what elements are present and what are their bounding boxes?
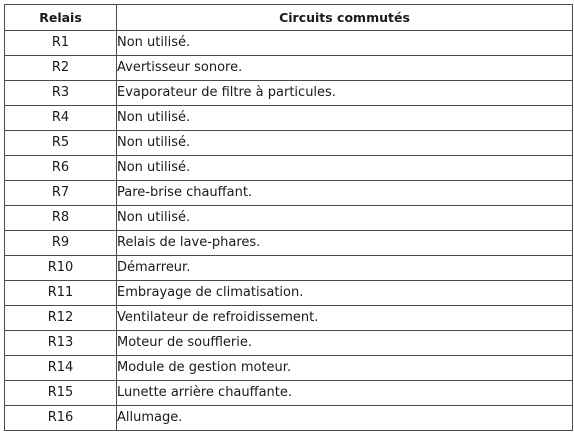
circuit-cell: Non utilisé. xyxy=(117,106,573,131)
table-row xyxy=(5,131,573,156)
circuit-cell: Non utilisé. xyxy=(117,156,573,181)
circuit-cell: Pare-brise chauffant. xyxy=(117,181,573,206)
circuit-cell: Démarreur. xyxy=(117,256,573,281)
table-row xyxy=(5,56,573,81)
relay-cell: R10 xyxy=(5,256,117,281)
table-header xyxy=(5,5,573,31)
relay-cell: R6 xyxy=(5,156,117,181)
relay-cell: R15 xyxy=(5,381,117,406)
table-row xyxy=(5,331,573,356)
header-relay: Relais xyxy=(5,5,117,31)
header-row xyxy=(5,5,573,31)
relay-cell: R4 xyxy=(5,106,117,131)
relay-cell: R12 xyxy=(5,306,117,331)
relay-cell: R7 xyxy=(5,181,117,206)
circuit-cell: Avertisseur sonore. xyxy=(117,56,573,81)
table-row xyxy=(5,106,573,131)
table-row xyxy=(5,306,573,331)
header-circuit: Circuits commutés xyxy=(117,5,573,31)
relay-cell: R14 xyxy=(5,356,117,381)
relay-cell: R11 xyxy=(5,281,117,306)
circuit-cell: Non utilisé. xyxy=(117,131,573,156)
table-row xyxy=(5,181,573,206)
table-row xyxy=(5,31,573,56)
circuit-cell: Non utilisé. xyxy=(117,31,573,56)
table-row xyxy=(5,406,573,431)
relay-cell: R5 xyxy=(5,131,117,156)
circuit-cell: Moteur de soufflerie. xyxy=(117,331,573,356)
circuit-cell: Embrayage de climatisation. xyxy=(117,281,573,306)
table-row xyxy=(5,356,573,381)
table-row xyxy=(5,156,573,181)
relay-cell: R16 xyxy=(5,406,117,431)
relay-cell: R1 xyxy=(5,31,117,56)
circuit-cell: Module de gestion moteur. xyxy=(117,356,573,381)
table-row xyxy=(5,81,573,106)
relay-table xyxy=(4,4,573,431)
relay-cell: R13 xyxy=(5,331,117,356)
circuit-cell: Ventilateur de refroidissement. xyxy=(117,306,573,331)
circuit-cell: Lunette arrière chauffante. xyxy=(117,381,573,406)
table-row xyxy=(5,381,573,406)
circuit-cell: Relais de lave-phares. xyxy=(117,231,573,256)
relay-cell: R2 xyxy=(5,56,117,81)
relay-cell: R9 xyxy=(5,231,117,256)
circuit-cell: Non utilisé. xyxy=(117,206,573,231)
table-row xyxy=(5,206,573,231)
relay-cell: R8 xyxy=(5,206,117,231)
table-row xyxy=(5,231,573,256)
table-body xyxy=(5,31,573,431)
relay-cell: R3 xyxy=(5,81,117,106)
circuit-cell: Allumage. xyxy=(117,406,573,431)
table-row xyxy=(5,256,573,281)
table-row xyxy=(5,281,573,306)
circuit-cell: Evaporateur de filtre à particules. xyxy=(117,81,573,106)
